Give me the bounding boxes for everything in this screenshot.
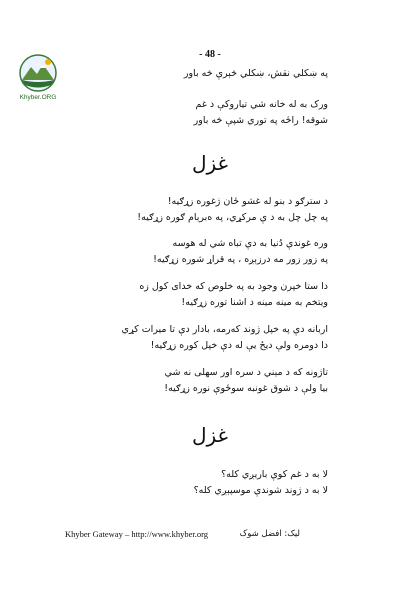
verse-line: په ښکلي نقش، ښکلي څېرې څه باور bbox=[183, 68, 328, 79]
stanza-1 bbox=[194, 97, 328, 129]
page-number: - 48 - bbox=[199, 49, 221, 60]
verse-line: تاژونه که د مېني د سره اور سهلی نه شي bbox=[164, 367, 328, 378]
stanza-2 bbox=[137, 194, 328, 226]
section-heading: غزل bbox=[191, 151, 229, 175]
footer-link[interactable]: Khyber Gateway – http://www.khyber.org bbox=[65, 529, 209, 539]
logo-text: Khyber.ORG bbox=[19, 94, 57, 101]
khyber-mountain-logo-icon bbox=[18, 53, 58, 93]
verse-line: لا به د غم کوې باریږي کله؟ bbox=[221, 469, 328, 480]
verse-line: دا دومره ولې ديځ یې له دې خپل کوره زړګیه! bbox=[150, 340, 328, 351]
stanza-6 bbox=[164, 365, 328, 397]
stanza-0 bbox=[184, 66, 328, 82]
verse-line: لا به د ژوند شوندې موسپېږي کله؟ bbox=[193, 485, 328, 496]
verse-line: ویتخم به مینه مینه د اشنا توره زړګیه! bbox=[181, 297, 328, 308]
stanza-4 bbox=[139, 279, 328, 311]
verse-line: وره غوندې دُنیا به دې تباه شي له هوسه bbox=[172, 238, 328, 249]
verse-line: شوقه! راځه په توري شپې څه باور bbox=[193, 115, 328, 126]
stanza-3 bbox=[153, 236, 328, 268]
verse-line: اربانه دې په خپل ژوند که‌رمه، بادار دې تا میرات کړي bbox=[121, 324, 328, 335]
verse-line: د سترګو د بنو له غشو ځان ژغوره زړګیه! bbox=[167, 196, 328, 207]
footer-author: لیک: افضل شوک bbox=[239, 529, 300, 539]
verse-line: په زور زور مه درزېږه ، په قراړ شوره زړګیه! bbox=[153, 254, 328, 265]
stanza-5 bbox=[122, 322, 328, 354]
verse-line: ورک به له خانه شي تیاروکې د غم bbox=[195, 99, 328, 110]
verse-line: دا ستا خپرن وجود به په خلوص که خدای کول زه bbox=[139, 281, 328, 292]
section-heading: غزل bbox=[191, 423, 229, 447]
site-logo[interactable] bbox=[15, 53, 61, 101]
verse-line: په چل چل به د ې مرکړي، په ه‌برېام ګوره زړګیه! bbox=[137, 212, 328, 223]
verse-line: بیا ولې د شوق غونبه سوځوې نوره زړګیه! bbox=[164, 383, 328, 394]
stanza-7 bbox=[194, 467, 328, 499]
